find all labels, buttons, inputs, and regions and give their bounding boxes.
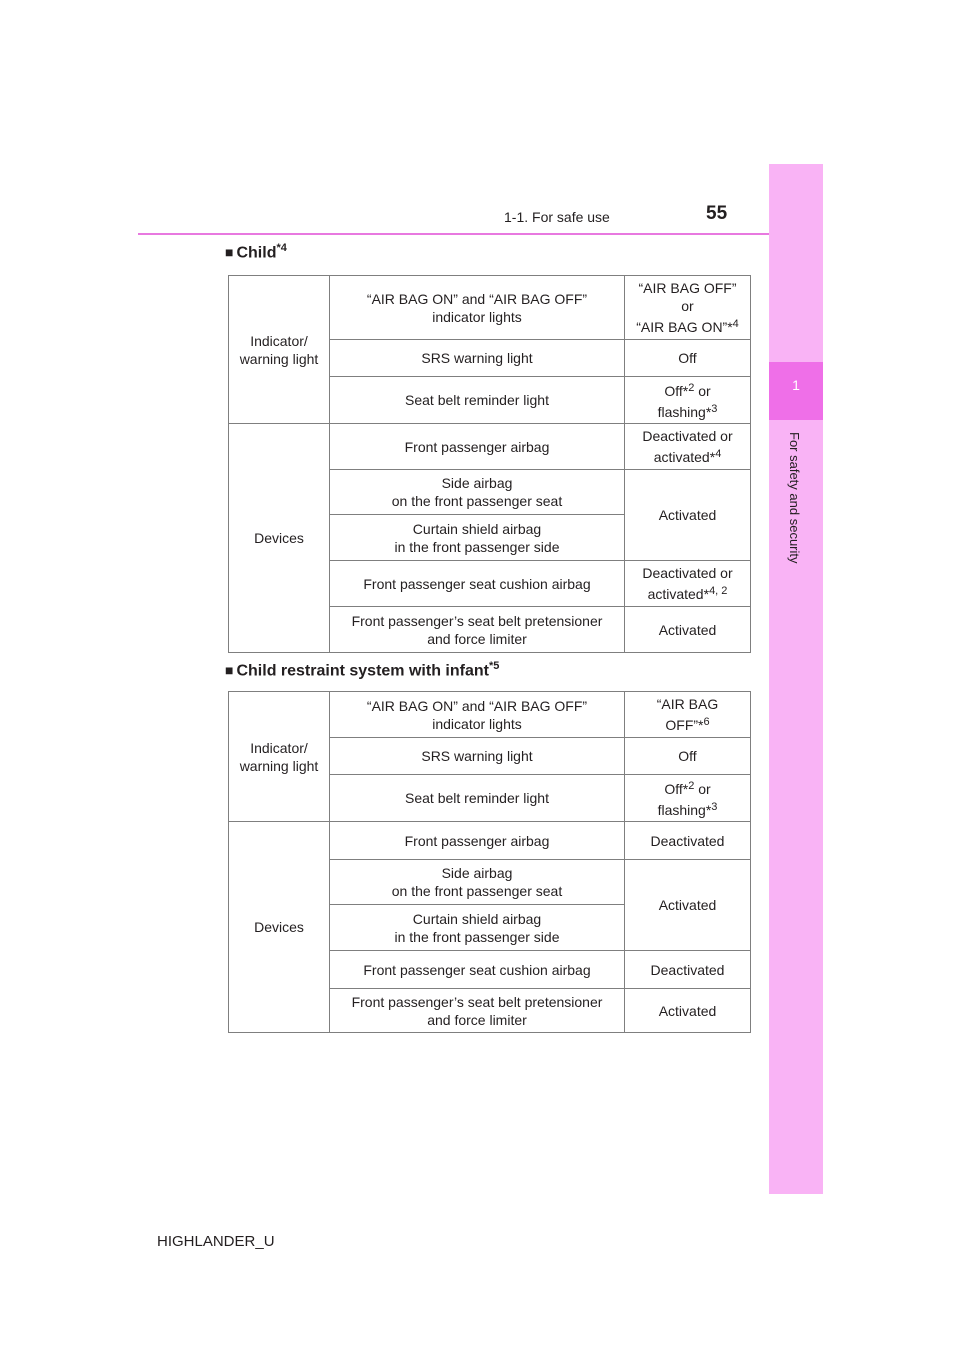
chapter-title: For safety and security: [787, 432, 802, 564]
header-section-title: 1-1. For safe use: [504, 209, 610, 225]
seatbelt-value: Off*$^2$ or flashing*$^3$: [625, 377, 751, 424]
cushion-airbag-label: Front passenger seat cushion airbag: [330, 951, 625, 989]
side-airbag-label: Side airbag on the front passenger seat: [330, 860, 625, 905]
table-row: [229, 692, 751, 738]
cushion-airbag-value: Deactivated or activated*$^{4, 2}$: [625, 561, 751, 607]
front-airbag-value: Deactivated or activated*$^4$: [625, 424, 751, 470]
srs-value: Off: [625, 738, 751, 775]
airbag-lights-value: “AIR BAG OFF”*$^6$: [625, 692, 751, 738]
chapter-side-tab: [769, 164, 823, 1194]
airbag-lights-value: “AIR BAG OFF” or “AIR BAG ON”*$^4$: [625, 276, 751, 340]
bullet-square-icon: ■: [225, 662, 234, 679]
front-airbag-value: Deactivated: [625, 822, 751, 860]
pretensioner-value: Activated: [625, 989, 751, 1033]
front-airbag-label: Front passenger airbag: [330, 822, 625, 860]
chapter-number: 1: [792, 377, 800, 393]
side-curtain-value: Activated: [625, 860, 751, 951]
section-heading-child: [225, 242, 287, 262]
srs-label: SRS warning light: [330, 738, 625, 775]
pretensioner-label: Front passenger’s seat belt pretensioner and force limiter: [330, 989, 625, 1033]
side-curtain-value: Activated: [625, 470, 751, 561]
pretensioner-label: Front passenger’s seat belt pretensioner and force limiter: [330, 607, 625, 653]
front-airbag-label: Front passenger airbag: [330, 424, 625, 470]
srs-value: Off: [625, 340, 751, 377]
page-number: 55: [706, 203, 728, 224]
seatbelt-label: Seat belt reminder light: [330, 377, 625, 424]
seatbelt-value: Off*$^2$ or flashing*$^3$: [625, 775, 751, 822]
curtain-airbag-label: Curtain shield airbag in the front passenger side: [330, 515, 625, 561]
cushion-airbag-value: Deactivated: [625, 951, 751, 989]
bullet-square-icon: ■: [225, 244, 234, 261]
side-airbag-label: Side airbag on the front passenger seat: [330, 470, 625, 515]
curtain-airbag-label: Curtain shield airbag in the front passenger side: [330, 905, 625, 951]
footnote-ref: *4: [276, 242, 287, 254]
table-row: [229, 822, 751, 860]
devices-label-cell: Devices: [229, 822, 330, 1033]
cushion-airbag-label: Front passenger seat cushion airbag: [330, 561, 625, 607]
table-row: [229, 424, 751, 470]
table-row: [229, 276, 751, 340]
table-child: [228, 275, 751, 653]
footer-model-code: HIGHLANDER_U: [157, 1233, 275, 1250]
seatbelt-label: Seat belt reminder light: [330, 775, 625, 822]
section-title: Child restraint system with infant: [236, 662, 489, 680]
indicator-label-cell: Indicator/ warning light: [229, 276, 330, 424]
header-divider: [138, 233, 823, 235]
indicator-label-cell: Indicator/ warning light: [229, 692, 330, 822]
table-infant: [228, 691, 751, 1033]
section-heading-infant: [225, 660, 499, 680]
devices-label-cell: Devices: [229, 424, 330, 653]
pretensioner-value: Activated: [625, 607, 751, 653]
section-title: Child: [236, 244, 277, 262]
airbag-lights-label: “AIR BAG ON” and “AIR BAG OFF” indicator lights: [330, 276, 625, 340]
srs-label: SRS warning light: [330, 340, 625, 377]
footnote-ref: *5: [488, 660, 500, 672]
airbag-lights-label: “AIR BAG ON” and “AIR BAG OFF” indicator lights: [330, 692, 625, 738]
